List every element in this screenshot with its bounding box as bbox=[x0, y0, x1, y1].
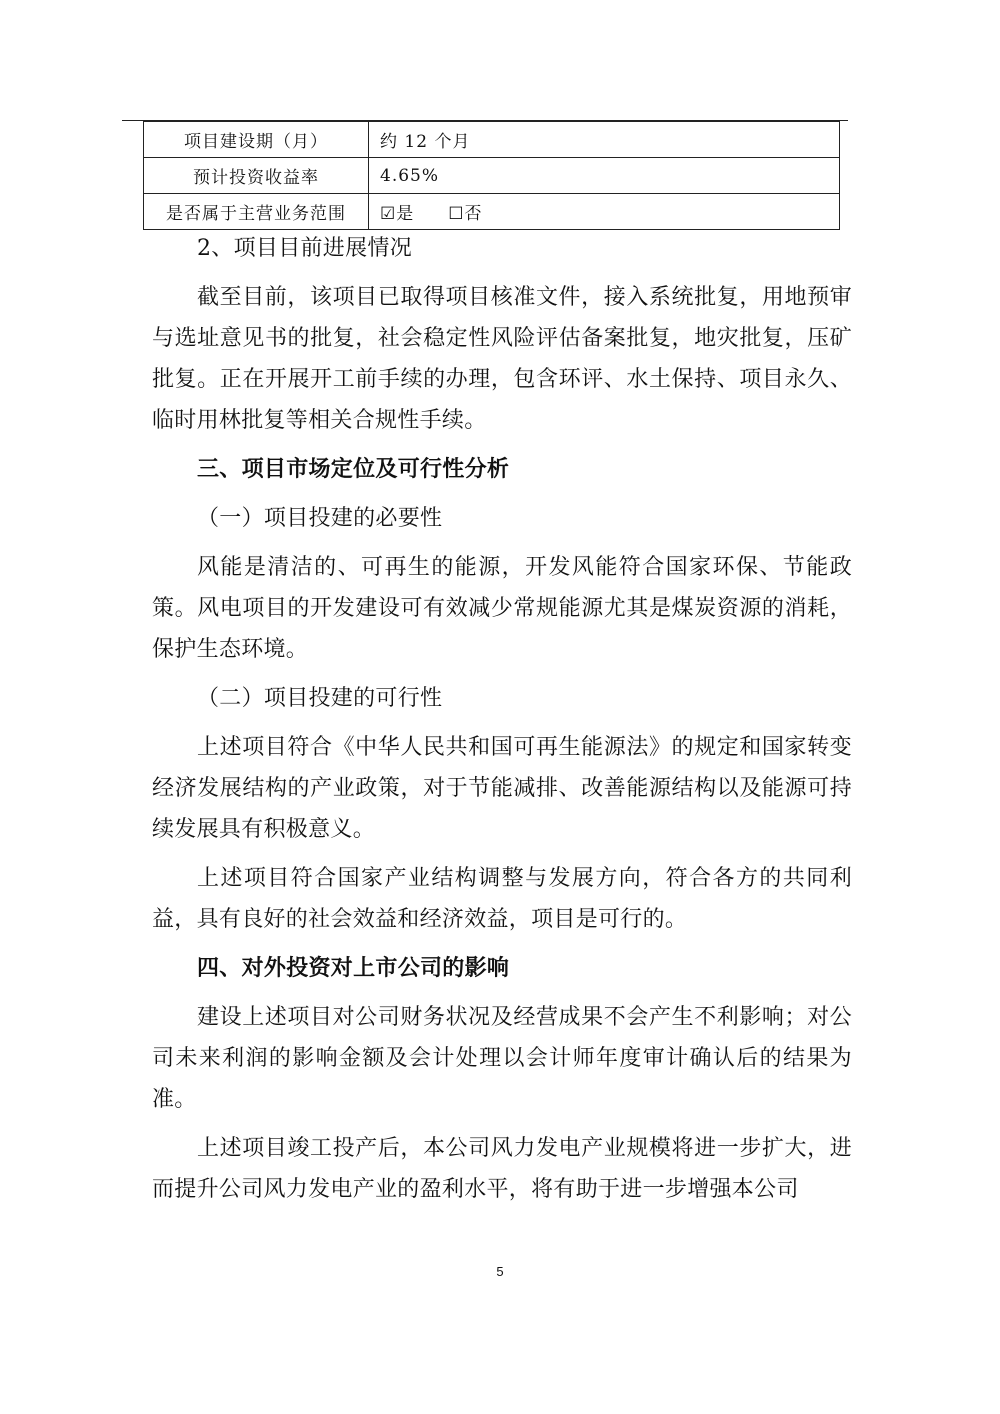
impact-section-heading: 四、对外投资对上市公司的影响 bbox=[197, 955, 510, 981]
market-section-heading: 三、项目市场定位及可行性分析 bbox=[197, 456, 510, 482]
page-number: 5 bbox=[496, 1264, 504, 1279]
business-scope-value bbox=[369, 194, 840, 230]
feasibility-paragraph-1: 上述项目符合《中华人民共和国可再生能源法》的规定和国家转变经济发展结构的产业政策，对于节能减排、改善能源结构以及能源可持续发展具有积极意义。 bbox=[152, 735, 852, 842]
necessity-paragraph: 风能是清洁的、可再生的能源，开发风能符合国家环保、节能政策。风电项目的开发建设可有效减少常规能源尤其是煤炭资源的消耗，保护生态环境。 bbox=[152, 555, 852, 662]
business-scope-label: 是否属于主营业务范围 bbox=[144, 194, 369, 230]
no-label: 否 bbox=[464, 204, 483, 224]
table-row bbox=[144, 158, 840, 194]
table-row bbox=[144, 122, 840, 158]
no-option bbox=[448, 199, 482, 224]
impact-paragraph-1: 建设上述项目对公司财务状况及经营成果不会产生不利影响；对公司未来利润的影响金额及会计处理以会计师年度审计确认后的结果为准。 bbox=[152, 1005, 852, 1112]
impact-paragraph-2: 上述项目竣工投产后，本公司风力发电产业规模将进一步扩大，进而提升公司风力发电产业的盈利水平，将有助于进一步增强本公司 bbox=[152, 1136, 852, 1202]
feasibility-paragraph-2: 上述项目符合国家产业结构调整与发展方向，符合各方的共同利益，具有良好的社会效益和经济效益，项目是可行的。 bbox=[152, 866, 852, 932]
checked-box-icon: ☑ bbox=[380, 204, 397, 224]
construction-period-label: 项目建设期（月） bbox=[144, 122, 369, 158]
progress-title: 2、项目目前进展情况 bbox=[197, 236, 412, 261]
progress-paragraph: 截至目前，该项目已取得项目核准文件，接入系统批复，用地预审与选址意见书的批复，社会稳定性风险评估备案批复，地灾批复，压矿批复。正在开展开工前手续的办理，包含环评、水土保持、项目永久、临时用林批复等相关合规性手续。 bbox=[152, 285, 852, 433]
table-row bbox=[144, 194, 840, 230]
yes-label: 是 bbox=[396, 204, 415, 224]
expected-return-label: 预计投资收益率 bbox=[144, 158, 369, 194]
necessity-subheading: （一）项目投建的必要性 bbox=[197, 506, 443, 531]
project-info-table bbox=[143, 121, 840, 230]
yes-option bbox=[380, 199, 414, 224]
body-text bbox=[152, 228, 852, 1210]
unchecked-box-icon: ☐ bbox=[448, 204, 465, 224]
feasibility-subheading: （二）项目投建的可行性 bbox=[197, 686, 443, 711]
construction-period-value: 约 12 个月 bbox=[369, 122, 840, 158]
expected-return-value: 4.65% bbox=[369, 158, 840, 194]
